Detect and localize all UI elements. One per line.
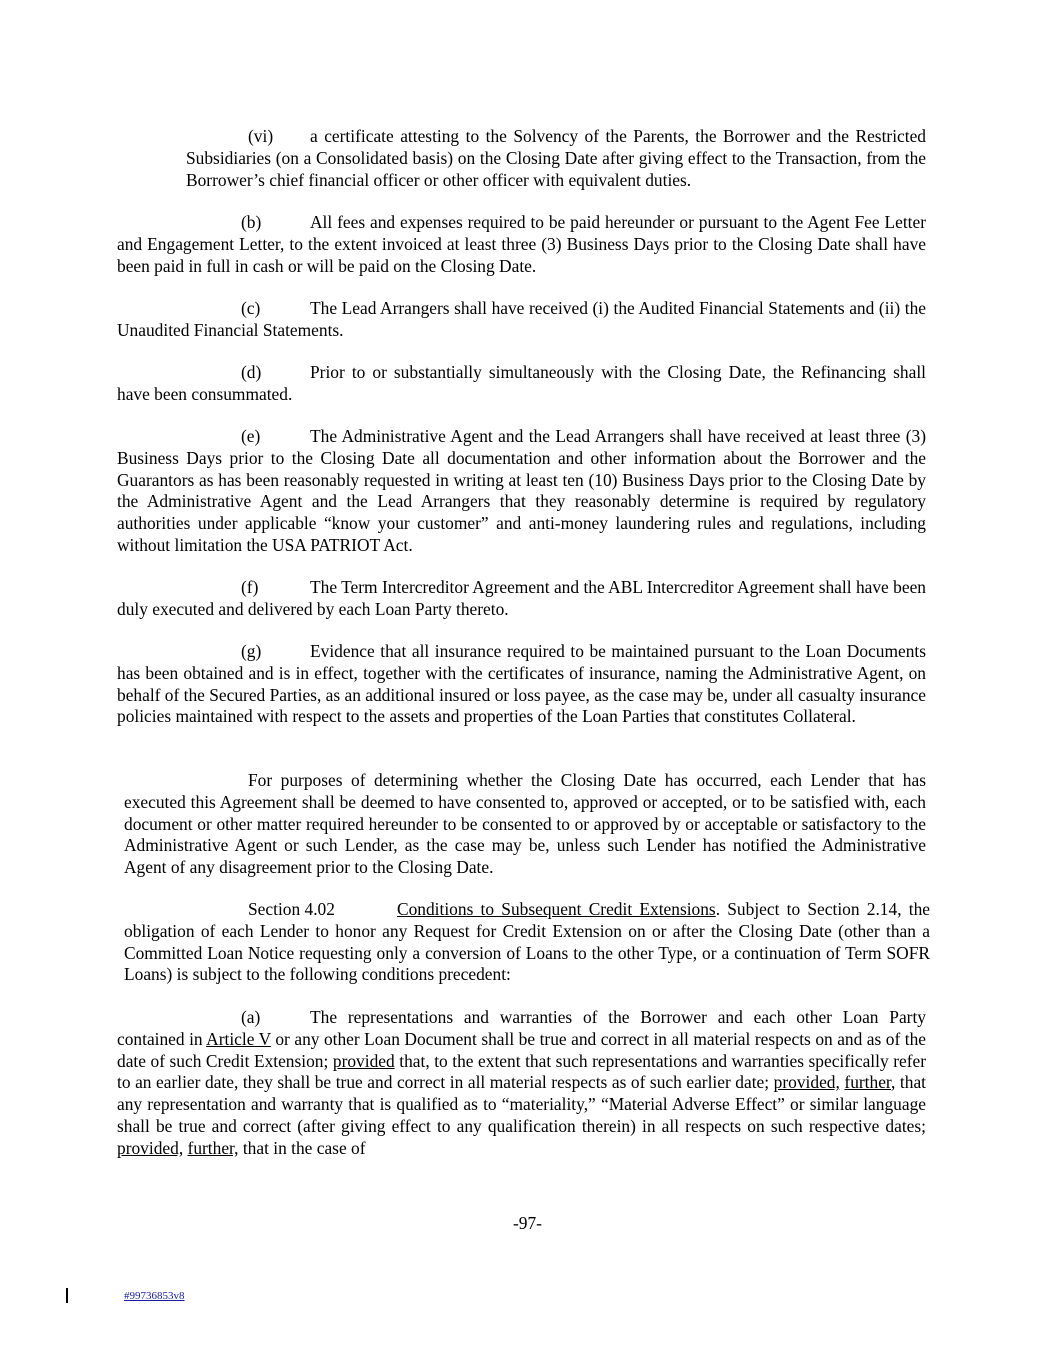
paragraph-text: Evidence that all insurance required to be maintained pursuant to the Loan Documents has been obtained and is in effect, together with the certificates of insurance, naming the Administrative Agent, on behalf of the Secured Parties, as an additional insured or loss payee, as the case may be, under all casualty insurance policies maintained with respect to the assets and properties of the Loan Parties that constitutes Collateral. xyxy=(117,641,926,727)
paragraph-vi xyxy=(186,126,926,191)
paragraph-e xyxy=(117,426,926,557)
paragraph-label: (e) xyxy=(241,426,261,446)
section-text: . Subject to Section 2.14, the obligation of each Lender to honor any Request for Credit Extension on or after the Closing Date (other than a Committed Loan Notice requesting only a conversion of Loans to the other Type, or a continuation of Term SOFR Loans) is subject to the following conditions precedent: xyxy=(124,899,931,985)
paragraph-b xyxy=(117,212,926,277)
further-term: further, xyxy=(187,1137,239,1158)
provided-term: provided, xyxy=(117,1137,184,1158)
page-number: -97- xyxy=(513,1213,542,1233)
revision-bar xyxy=(66,1288,68,1303)
paragraph-d xyxy=(117,362,926,406)
paragraph-text: All fees and expenses required to be paid hereunder or pursuant to the Agent Fee Letter and Engagement Letter, to the extent invoiced at least three (3) Business Days prior to the Closing Date shall have been paid in full in cash or will be paid on the Closing Date. xyxy=(117,212,926,276)
paragraph-a xyxy=(117,1007,926,1160)
paragraph-text: The representations and warranties of the Borrower and each other Loan Party contained in xyxy=(117,1007,926,1049)
paragraph-text: , that any representation and warranty that is qualified as to “materiality,” “Material Adverse Effect” or similar language shall be true and correct (after giving effect to any qualification therein) in all respects on such respective dates; xyxy=(117,1072,927,1136)
paragraph-text: The Lead Arrangers shall have received (i) the Audited Financial Statements and (ii) the Unaudited Financial Statements. xyxy=(117,298,926,340)
paragraph-label: (f) xyxy=(241,577,259,597)
provided-term: provided, xyxy=(773,1072,840,1093)
paragraph-label: (g) xyxy=(241,641,262,661)
paragraph-text: or any other Loan Document shall be true and correct in all material respects on and as of the date of such Credit Extension; xyxy=(117,1028,927,1071)
paragraph-f xyxy=(117,577,926,621)
section-heading: Conditions to Subsequent Credit Extensions xyxy=(397,899,716,919)
paragraph-text: that in the case of xyxy=(238,1137,366,1158)
section-4-02 xyxy=(124,899,930,986)
paragraph-text: For purposes of determining whether the Closing Date has occurred, each Lender that has executed this Agreement shall be deemed to have consented to, approved or accepted, or to be satisfied with, each document or other matter required hereunder to be consented to or approved by or acceptable or satisfactory to the Administrative Agent or such Lender, as the case may be, unless such Lender has notified the Administrative Agent of any disagreement prior to the Closing Date. xyxy=(124,770,926,878)
paragraph-label: (d) xyxy=(241,362,262,382)
paragraph-closing-date-purposes xyxy=(124,770,926,879)
paragraph-label: (a) xyxy=(241,1007,261,1027)
paragraph-label: (b) xyxy=(241,212,262,232)
paragraph-g xyxy=(117,641,926,728)
paragraph-text: The Administrative Agent and the Lead Arrangers shall have received at least three (3) Business Days prior to the Closing Date all documentation and other information about the Borrower and the Guarantors as has been reasonably requested in writing at least ten (10) Business Days prior to the Closing Date by the Administrative Agent and the Lead Arrangers that they reasonably determine is required by regulatory authorities under applicable “know your customer” and anti-money laundering rules and regulations, including without limitation the USA PATRIOT Act. xyxy=(117,426,926,555)
provided-term: provided xyxy=(332,1050,395,1071)
further-term: further xyxy=(844,1072,892,1093)
paragraph-text: that, to the extent that such representations and warranties specifically refer to an earlier date, they shall be true and correct in all material respects as of such earlier date; xyxy=(117,1050,927,1093)
paragraph-text: a certificate attesting to the Solvency of the Parents, the Borrower and the Restricted Subsidiaries (on a Consolidated basis) on the Closing Date after giving effect to the Transaction, from the Borrower’s chief financial officer or other officer with equivalent duties. xyxy=(186,126,926,190)
paragraph-c xyxy=(117,298,926,342)
paragraph-label: (c) xyxy=(241,298,261,318)
document-id-link[interactable]: #99736853v8 xyxy=(124,1290,185,1302)
section-number: Section 4.02 xyxy=(248,899,335,919)
paragraph-text: Prior to or substantially simultaneously with the Closing Date, the Refinancing shall have been consummated. xyxy=(117,362,926,404)
paragraph-label: (vi) xyxy=(248,126,274,146)
paragraph-text: The Term Intercreditor Agreement and the ABL Intercreditor Agreement shall have been duly executed and delivered by each Loan Party thereto. xyxy=(117,577,926,619)
article-v-reference: Article V xyxy=(206,1028,271,1049)
